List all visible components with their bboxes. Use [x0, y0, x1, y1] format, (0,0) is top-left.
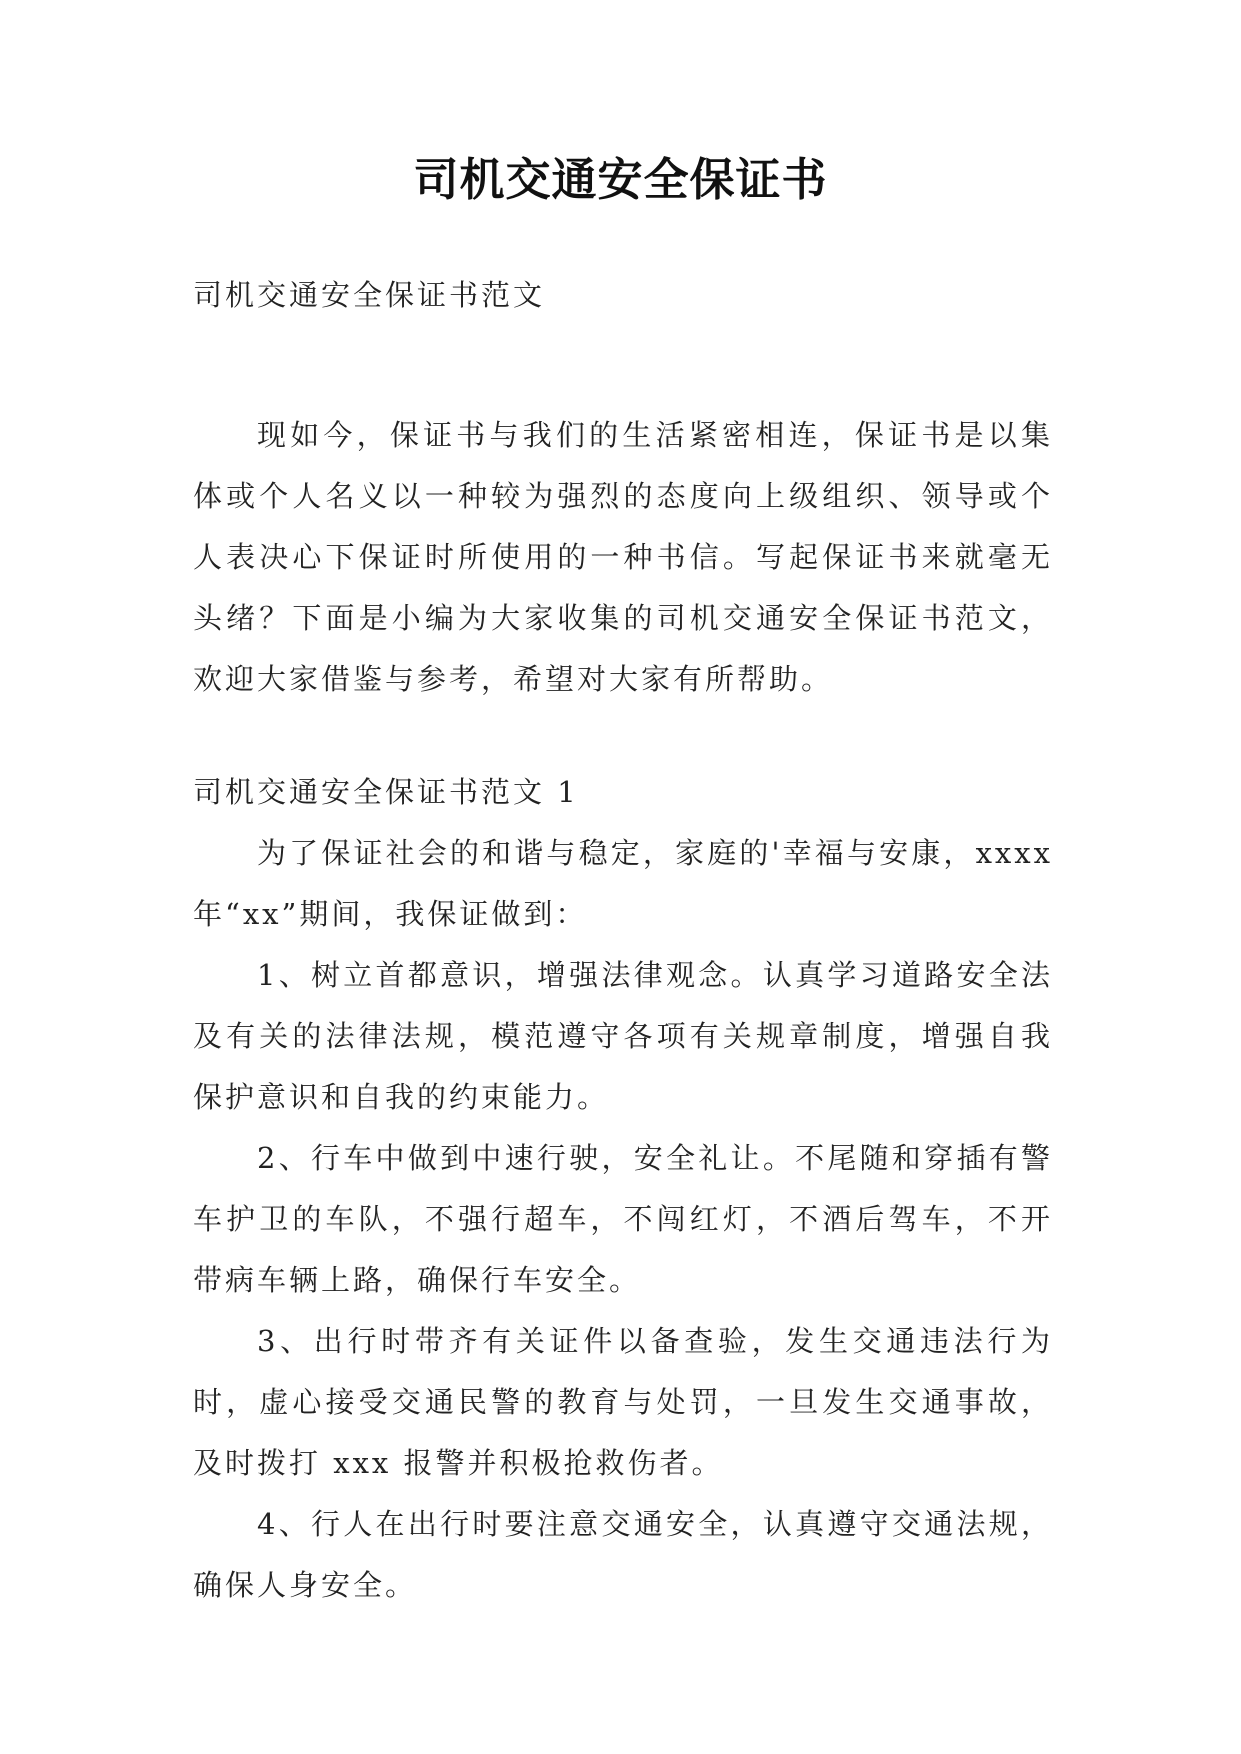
sample-1-paragraph-item-2: 2、行车中做到中速行驶，安全礼让。不尾随和穿插有警车护卫的车队，不强行超车，不闯红灯，不酒后驾车，不开带病车辆上路，确保行车安全。: [193, 1141, 1053, 1297]
sample-1-paragraph-item-3: 3、出行时带齐有关证件以备查验，发生交通违法行为时，虚心接受交通民警的教育与处罚，一旦发生交通事故，及时拨打 xxx 报警并积极抢救伤者。: [193, 1324, 1053, 1480]
sample-1-section: [193, 762, 1053, 1616]
sample-1-heading: 司机交通安全保证书范文 1: [193, 775, 579, 809]
document-subtitle: [193, 265, 1053, 326]
subtitle-text: 司机交通安全保证书范文: [193, 278, 546, 312]
intro-paragraph: 现如今，保证书与我们的生活紧密相连，保证书是以集体或个人名义以一种较为强烈的态度向上级组织、领导或个人表决心下保证时所使用的一种书信。写起保证书来就毫无头绪？下面是小编为大家收集的司机交通安全保证书范文，欢迎大家借鉴与参考，希望对大家有所帮助。: [193, 418, 1053, 696]
sample-1-paragraph-item-1: 1、树立首都意识，增强法律观念。认真学习道路安全法及有关的法律法规，模范遵守各项有关规章制度，增强自我保护意识和自我的约束能力。: [193, 958, 1053, 1114]
sample-1-paragraph-item-4: 4、行人在出行时要注意交通安全，认真遵守交通法规，确保人身安全。: [193, 1507, 1053, 1602]
document-title: 司机交通安全保证书: [413, 153, 828, 206]
sample-1-paragraph-preamble: 为了保证社会的和谐与稳定，家庭的'幸福与安康，xxxx 年“xx”期间，我保证做到：: [193, 836, 1053, 931]
intro-section: [193, 405, 1053, 710]
